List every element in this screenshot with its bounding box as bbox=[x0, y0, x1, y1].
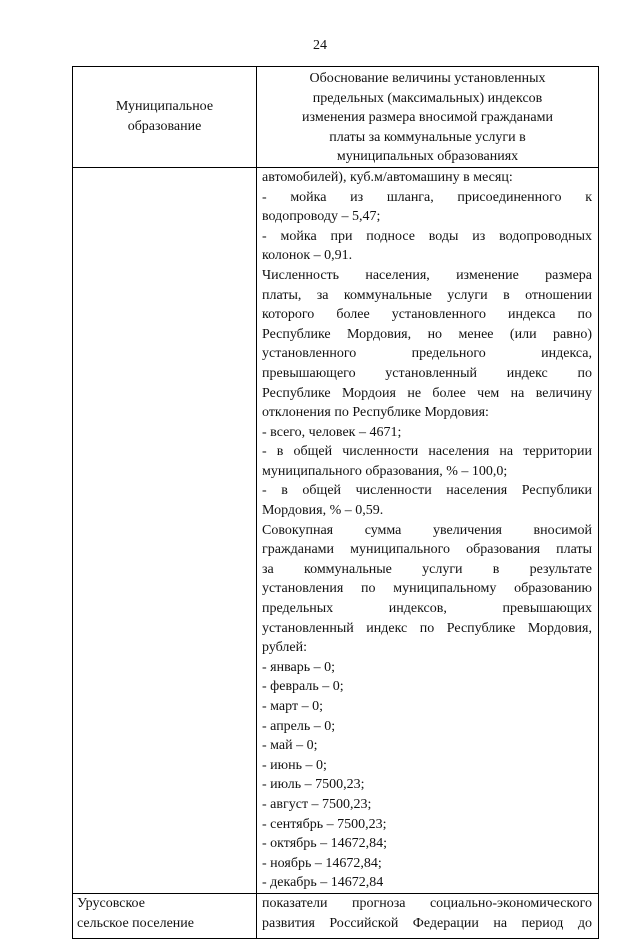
text-line: водопроводу – 5,47; bbox=[262, 209, 381, 225]
table-header-row bbox=[73, 67, 599, 168]
text-line: установленного предельного индекса, bbox=[262, 346, 592, 362]
text-line: колонок – 0,91. bbox=[262, 248, 353, 264]
text-line: Обоснование величины установленных bbox=[309, 71, 546, 86]
text-line: предельных (максимальных) индексов bbox=[312, 90, 543, 106]
text-line: Республике Мордовия, но менее (или равно) bbox=[262, 326, 592, 342]
text-line: Урусовское bbox=[77, 895, 145, 911]
text-line: изменения размера вносимой гражданами bbox=[302, 110, 553, 126]
text-line: показатели прогноза социально-экономического bbox=[262, 895, 592, 911]
header-municipality-label: Муниципальное образование bbox=[115, 99, 214, 134]
text-line: - октябрь – 14672,84; bbox=[262, 836, 388, 852]
page-number: 24 bbox=[313, 38, 327, 53]
table-row bbox=[73, 893, 599, 938]
table-row bbox=[73, 167, 599, 893]
justification-text bbox=[262, 894, 592, 933]
text-line: - в общей численности населения на территории bbox=[262, 444, 592, 460]
text-line: сельское поселение bbox=[77, 915, 194, 931]
text-line: - июнь – 0; bbox=[262, 757, 327, 773]
text-line: - август – 7500,23; bbox=[262, 796, 372, 812]
justification-text bbox=[262, 168, 592, 893]
text-line: установленный индекс по Республике Мордовия, bbox=[262, 620, 592, 636]
text-line: гражданами муниципального образования платы bbox=[262, 542, 592, 558]
text-line: муниципальных образованиях bbox=[336, 149, 519, 165]
text-line: за коммунальные услуги в результате bbox=[262, 561, 592, 577]
text-line: предельных индексов, превышающих bbox=[262, 601, 592, 617]
municipality-cell-empty bbox=[73, 167, 257, 893]
text-line: - ноябрь – 14672,84; bbox=[262, 855, 382, 871]
text-line: развития Российской Федерации на период до bbox=[262, 915, 592, 931]
text-line: - мойка при подносе воды из водопроводных bbox=[262, 228, 592, 244]
text-line: установления по муниципальному образованию bbox=[262, 581, 592, 597]
text-line: платы за коммунальные услуги в bbox=[329, 129, 526, 145]
text-line: - всего, человек – 4671; bbox=[262, 424, 402, 440]
text-line: Мордовия, % – 0,59. bbox=[262, 503, 384, 519]
text-line: превышающего установленный индекс по bbox=[262, 365, 592, 381]
header-justification-cell bbox=[257, 67, 599, 168]
text-line: - январь – 0; bbox=[262, 659, 336, 675]
municipality-name bbox=[77, 894, 252, 933]
text-line: рублей: bbox=[262, 640, 307, 656]
header-municipality-cell bbox=[73, 67, 257, 168]
tariff-index-table bbox=[72, 66, 599, 939]
text-line: - июль – 7500,23; bbox=[262, 777, 365, 793]
text-line: - сентябрь – 7500,23; bbox=[262, 816, 387, 832]
text-line: отклонения по Республике Мордовия: bbox=[262, 405, 489, 421]
justification-cell bbox=[257, 893, 599, 938]
text-line: платы, за коммунальные услуги в отношении bbox=[262, 287, 592, 303]
text-line: Совокупная сумма увеличения вносимой bbox=[262, 522, 592, 538]
municipality-cell bbox=[73, 893, 257, 938]
header-justification-label bbox=[263, 69, 592, 167]
text-line: автомобилей), куб.м/автомашину в месяц: bbox=[262, 169, 513, 185]
text-line: - май – 0; bbox=[262, 738, 318, 754]
text-line: - мойка из шланга, присоединенного к bbox=[262, 189, 592, 205]
text-line: - в общей численности населения Республики bbox=[262, 483, 592, 499]
text-line: муниципального образования, % – 100,0; bbox=[262, 463, 508, 479]
text-line: которого более установленного индекса по bbox=[262, 307, 592, 323]
text-line: - февраль – 0; bbox=[262, 679, 344, 695]
justification-cell bbox=[257, 167, 599, 893]
text-line: - декабрь – 14672,84 bbox=[262, 875, 384, 891]
text-line: - март – 0; bbox=[262, 699, 323, 714]
text-line: Численность населения, изменение размера bbox=[262, 267, 592, 283]
text-line: Республике Мордоия не более чем на величину bbox=[262, 385, 592, 401]
text-line: - апрель – 0; bbox=[262, 718, 336, 734]
